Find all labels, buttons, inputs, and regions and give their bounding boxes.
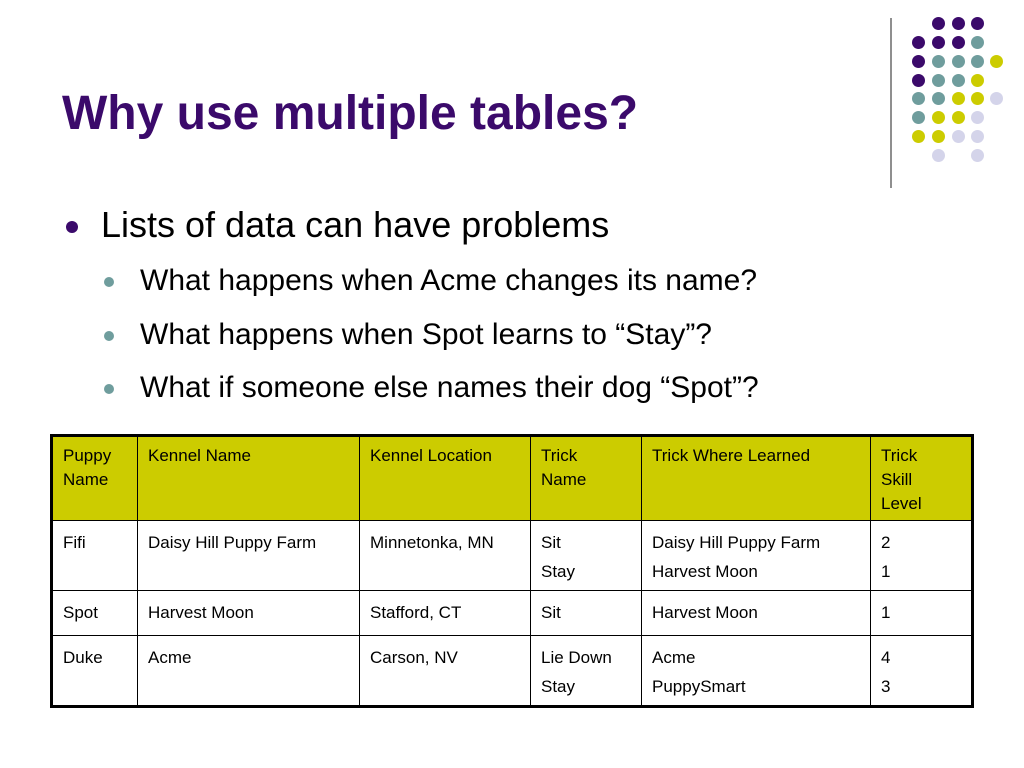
cell-line: PuppySmart <box>652 677 746 696</box>
decorative-dot-icon <box>932 74 945 87</box>
cell-line: Duke <box>63 648 103 667</box>
sub-bullet-text: What happens when Spot learns to “Stay”? <box>140 318 712 351</box>
cell-line: Carson, NV <box>370 648 458 667</box>
cell-line: Acme <box>652 648 696 667</box>
decorative-dot-icon <box>971 17 984 30</box>
decorative-dot-icon <box>952 92 965 105</box>
table-cell <box>642 521 871 591</box>
table-row <box>52 521 973 591</box>
table-cell <box>531 636 642 707</box>
cell-line: 3 <box>881 677 891 696</box>
column-header <box>360 436 531 521</box>
column-header <box>871 436 973 521</box>
table-cell <box>52 521 138 591</box>
decorative-dot-icon <box>971 55 984 68</box>
cell-line: 4 <box>881 648 891 667</box>
puppy-tricks-table <box>50 434 974 708</box>
column-header <box>642 436 871 521</box>
table-cell <box>871 521 973 591</box>
sub-bullet-dot-icon <box>104 384 114 394</box>
table-cell <box>52 636 138 707</box>
decorative-dot-icon <box>990 55 1003 68</box>
table-cell <box>531 521 642 591</box>
cell-line: Sit <box>541 533 561 552</box>
decorative-dot-icon <box>932 36 945 49</box>
cell-line: Stay <box>541 562 576 581</box>
column-header <box>531 436 642 521</box>
decorative-dot-icon <box>932 111 945 124</box>
cell-line: Harvest Moon <box>652 603 758 622</box>
cell-line: Harvest Moon <box>652 562 758 581</box>
header-line: Trick <box>541 446 578 465</box>
decorative-dot-icon <box>952 111 965 124</box>
decorative-dot-icon <box>990 92 1003 105</box>
decorative-dot-icon <box>952 74 965 87</box>
decorative-dot-icon <box>952 130 965 143</box>
decorative-dot-icon <box>971 149 984 162</box>
decorative-dot-icon <box>912 92 925 105</box>
cell-line: 1 <box>881 603 891 622</box>
decorative-dot-icon <box>912 55 925 68</box>
table-row <box>52 636 973 707</box>
decorative-dot-icon <box>971 92 984 105</box>
cell-line: Stafford, CT <box>370 603 462 622</box>
decorative-dot-icon <box>971 74 984 87</box>
cell-line: Acme <box>148 648 192 667</box>
slide-title: Why use multiple tables? <box>62 87 639 140</box>
cell-line: Harvest Moon <box>148 603 254 622</box>
cell-line: Fifi <box>63 533 86 552</box>
header-line: Kennel Name <box>148 446 252 465</box>
bullet-text: Lists of data can have problems <box>101 204 610 245</box>
table-cell <box>138 591 360 636</box>
table-cell <box>871 591 973 636</box>
decorative-dot-icon <box>952 36 965 49</box>
decorative-dot-icon <box>912 130 925 143</box>
decorative-dot-icon <box>952 17 965 30</box>
decorative-dot-icon <box>932 149 945 162</box>
table-cell <box>871 636 973 707</box>
table-row <box>52 591 973 636</box>
header-line: Trick Where Learned <box>652 446 811 465</box>
header-line: Name <box>541 470 587 489</box>
decorative-dot-icon <box>912 36 925 49</box>
cell-line: 1 <box>881 562 891 581</box>
table-cell <box>360 591 531 636</box>
table-cell <box>360 636 531 707</box>
header-line: Kennel Location <box>370 446 492 465</box>
table-cell <box>138 636 360 707</box>
table-cell <box>531 591 642 636</box>
divider-line <box>890 18 892 188</box>
cell-line: Daisy Hill Puppy Farm <box>652 533 821 552</box>
header-line: Trick <box>881 446 918 465</box>
cell-line: Spot <box>63 603 98 622</box>
column-header <box>52 436 138 521</box>
decorative-dot-icon <box>952 55 965 68</box>
cell-line: Daisy Hill Puppy Farm <box>148 533 317 552</box>
sub-bullet-dot-icon <box>104 277 114 287</box>
decorative-dot-icon <box>971 111 984 124</box>
table-cell <box>138 521 360 591</box>
cell-line: 2 <box>881 533 891 552</box>
sub-bullet-text: What if someone else names their dog “Spot”? <box>140 371 759 404</box>
table-cell <box>642 591 871 636</box>
decorative-dot-icon <box>971 36 984 49</box>
header-line: Name <box>63 470 109 489</box>
table-cell <box>52 591 138 636</box>
sub-bullet-text: What happens when Acme changes its name? <box>140 264 758 297</box>
bullet-dot-icon <box>66 221 78 233</box>
sub-bullet-dot-icon <box>104 331 114 341</box>
table-cell <box>360 521 531 591</box>
decorative-dot-icon <box>971 130 984 143</box>
decorative-dot-icon <box>932 17 945 30</box>
cell-line: Sit <box>541 603 561 622</box>
decorative-dot-icon <box>932 130 945 143</box>
table-header-row <box>52 436 973 521</box>
cell-line: Stay <box>541 677 576 696</box>
cell-line: Minnetonka, MN <box>370 533 494 552</box>
decorative-dot-icon <box>932 55 945 68</box>
decorative-dot-icon <box>912 111 925 124</box>
column-header <box>138 436 360 521</box>
decorative-dot-icon <box>912 74 925 87</box>
header-line: Level <box>881 494 922 513</box>
table-cell <box>642 636 871 707</box>
cell-line: Lie Down <box>541 648 612 667</box>
header-line: Skill <box>881 470 913 489</box>
decorative-dot-icon <box>932 92 945 105</box>
header-line: Puppy <box>63 446 112 465</box>
